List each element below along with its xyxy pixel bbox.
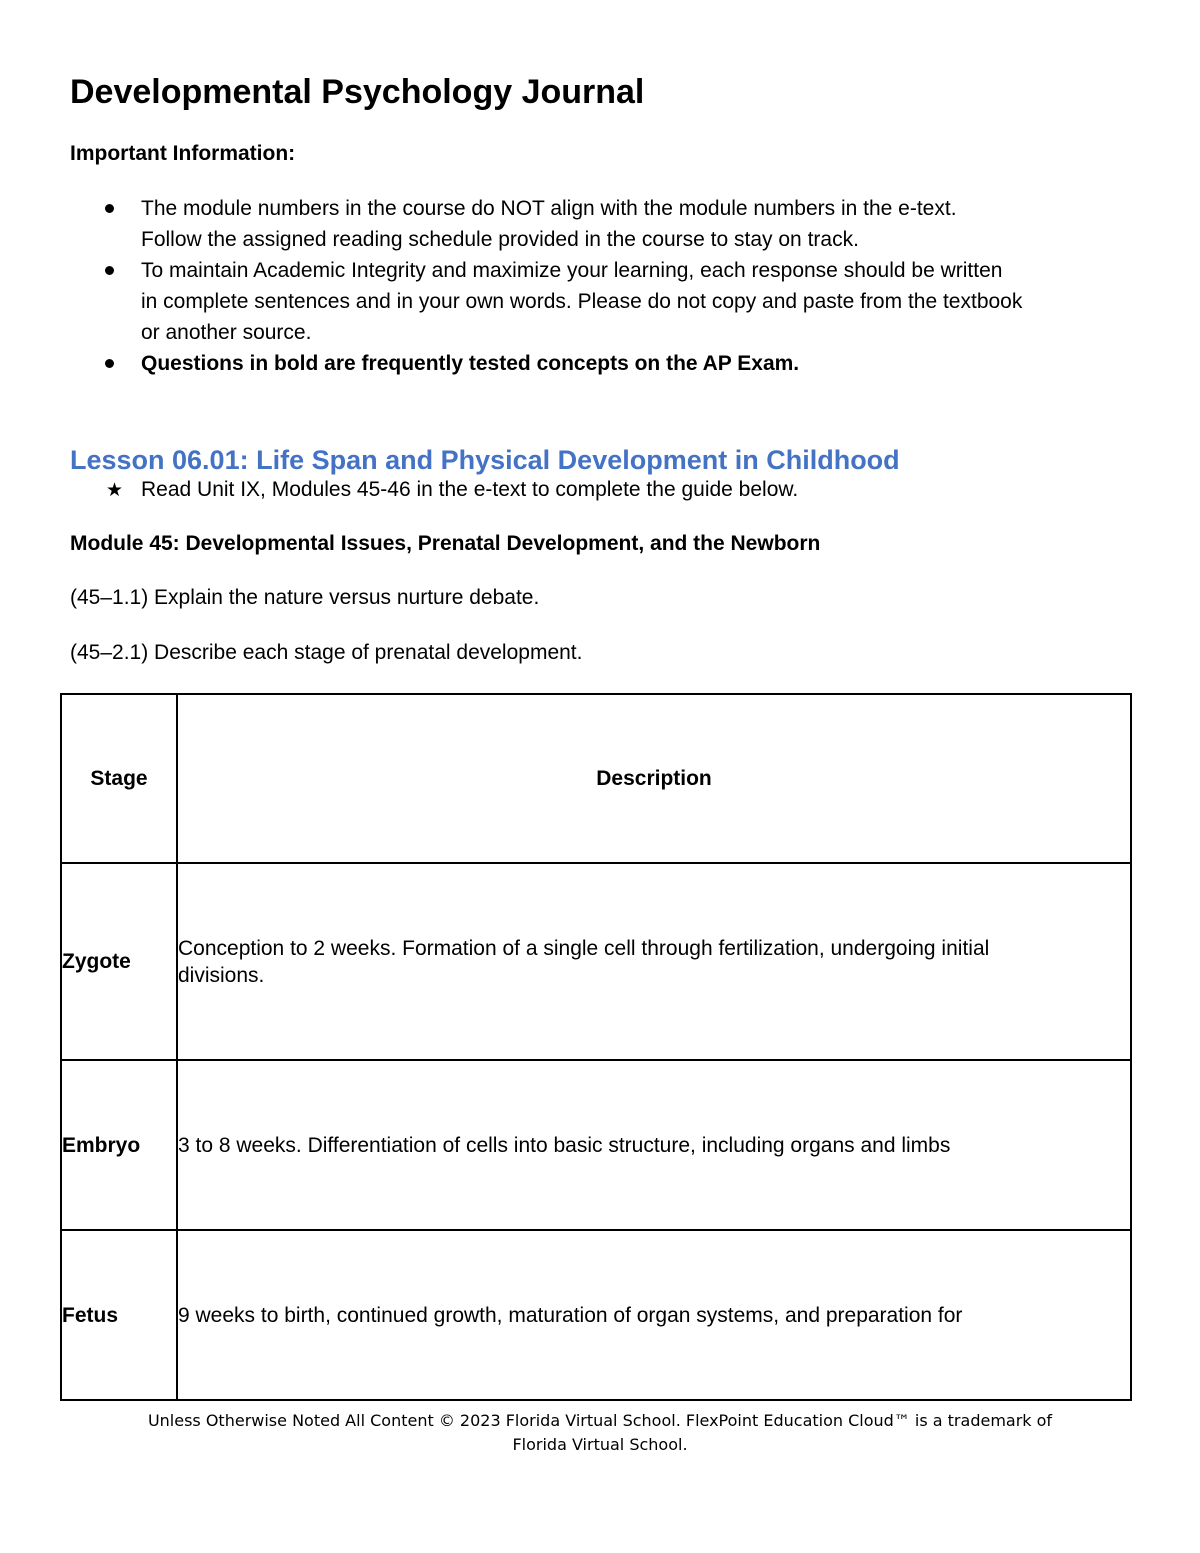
- description-text-line: divisions.: [178, 963, 265, 987]
- bullet-text-line: or another source.: [141, 321, 312, 344]
- bullet-text-line: Questions in bold are frequently tested concepts on the AP Exam.: [141, 352, 800, 375]
- stage-name-cell: Zygote: [61, 863, 177, 1060]
- question-45-1-1: (45–1.1) Explain the nature versus nurture debate.: [70, 586, 540, 609]
- stage-description-cell[interactable]: [177, 1230, 1131, 1400]
- stage-name-cell: Fetus: [61, 1230, 177, 1400]
- table-row: [61, 1230, 1131, 1400]
- important-information-heading: Important Information:: [70, 142, 296, 165]
- module-heading: Module 45: Developmental Issues, Prenatal Development, and the Newborn: [70, 532, 821, 555]
- bullet-text-line: Follow the assigned reading schedule provided in the course to stay on track.: [141, 228, 859, 251]
- column-header-description: Description: [177, 694, 1131, 863]
- question-45-2-1: (45–2.1) Describe each stage of prenatal development.: [70, 641, 583, 664]
- list-item: [70, 193, 1150, 255]
- prenatal-stages-table: [60, 693, 1132, 1401]
- footer-text-line: Florida Virtual School.: [512, 1435, 688, 1454]
- bullet-text-line: To maintain Academic Integrity and maximize your learning, each response should be written: [141, 259, 1003, 282]
- description-text-line: 3 to 8 weeks. Differentiation of cells into basic structure, including organs and limbs: [178, 1133, 951, 1157]
- table-header-row: [61, 694, 1131, 863]
- bullet-text-line: The module numbers in the course do NOT align with the module numbers in the e-text.: [141, 197, 957, 220]
- page-title: Developmental Psychology Journal: [70, 73, 645, 111]
- description-text-line: 9 weeks to birth, continued growth, maturation of organ systems, and preparation for: [178, 1303, 963, 1327]
- bullet-icon: [105, 266, 114, 275]
- list-item: [70, 348, 1150, 379]
- important-information-list: [70, 193, 1150, 379]
- bullet-text-line: in complete sentences and in your own words. Please do not copy and paste from the textbook: [141, 290, 1023, 313]
- copyright-footer: [0, 1409, 1200, 1457]
- reading-assignment-text: Read Unit IX, Modules 45-46 in the e-text to complete the guide below.: [141, 478, 799, 501]
- list-item: [70, 255, 1150, 348]
- lesson-title: Lesson 06.01: Life Span and Physical Development in Childhood: [70, 445, 900, 475]
- table-row: [61, 863, 1131, 1060]
- table-row: [61, 1060, 1131, 1230]
- description-text-line: Conception to 2 weeks. Formation of a single cell through fertilization, undergoing initial: [178, 936, 990, 960]
- stage-description-cell[interactable]: [177, 1060, 1131, 1230]
- stage-description-cell[interactable]: [177, 863, 1131, 1060]
- stage-name-cell: Embryo: [61, 1060, 177, 1230]
- star-icon: ★: [106, 480, 124, 501]
- reading-assignment: [106, 476, 798, 505]
- column-header-stage: Stage: [61, 694, 177, 863]
- footer-text-line: Unless Otherwise Noted All Content © 2023 Florida Virtual School. FlexPoint Education Cloud™ is a trademark of: [147, 1411, 1053, 1430]
- bullet-icon: [105, 204, 114, 213]
- bullet-icon: [105, 359, 114, 368]
